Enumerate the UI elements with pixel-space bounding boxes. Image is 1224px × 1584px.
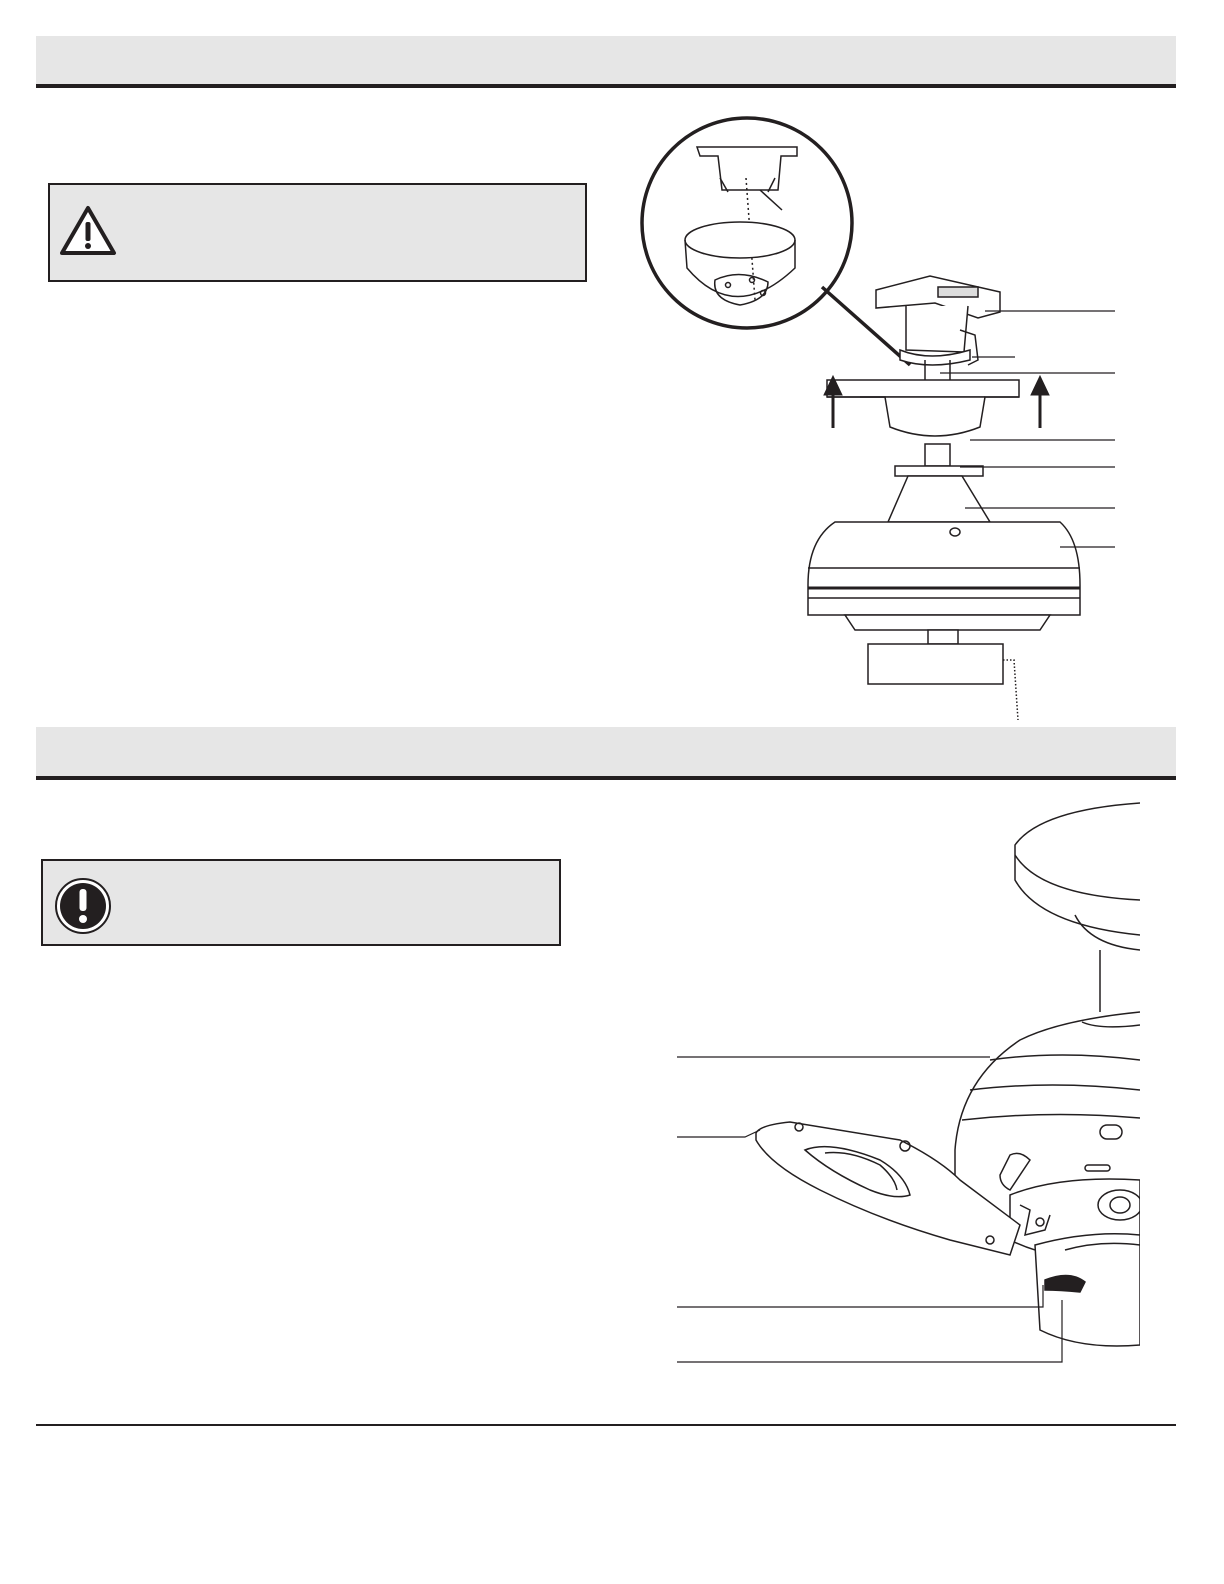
warning-triangle-icon xyxy=(59,205,117,262)
lift-arrow-right xyxy=(1031,376,1049,428)
canopy-assembly-diagram xyxy=(630,110,1130,730)
exclamation-circle-icon xyxy=(53,876,113,941)
callout-line-blade-bracket xyxy=(677,1285,1043,1307)
important-notice xyxy=(41,859,561,946)
footer-rule xyxy=(36,1424,1176,1426)
section-header-bar-1 xyxy=(36,36,1176,88)
callout-line-blade xyxy=(677,1130,760,1137)
section-header-bar-2 xyxy=(36,727,1176,780)
warning-notice xyxy=(48,183,587,282)
blade-assembly-diagram xyxy=(660,795,1150,1395)
callout-line-light-kit xyxy=(677,1300,1062,1362)
